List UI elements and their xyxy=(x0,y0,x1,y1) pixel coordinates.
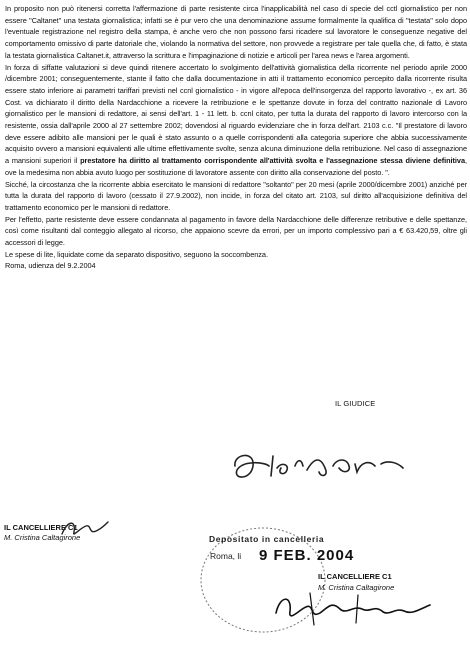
document-body xyxy=(5,3,467,272)
deposit-office: IL CANCELLIERE C1 xyxy=(318,572,392,581)
chancellor-signature xyxy=(58,516,110,540)
paragraph-1: In proposito non può ritenersi corretta l'affermazione di parte resistente circa l'inapplicabilità nel caso di specie del cctl giornalistico per non essere "Caltanet" una testata giornalistica; infatti se è pur vero che una denominazione assume formalmente la qualifica di "testata" solo dopo l'eventuale registrazione nel registro della stampa, è anche vero che non possono farsi ricadere sul lavoratore le conseguenze negative del comportamento omissivo di parte datoriale che, violando la normativa del settore, non provvede a registrare per tale quella che, di fatto, è stata la testata giornalistica Caltanet.it, attraverso la scrittura e l'impaginazione di notizie e articoli per l'area news e l'area argomenti. xyxy=(5,4,467,60)
date-line: Roma, udienza del 9.2.2004 xyxy=(5,261,96,271)
chancellor-label: IL CANCELLIERE C1 xyxy=(4,523,78,532)
deposit-label: Depositato in cancelleria xyxy=(209,534,325,544)
deposit-signature xyxy=(270,585,435,630)
paragraph-2: In forza di siffatte valutazioni si deve quindi ritenere accertato lo svolgimento dell'attività giornalistica della ricorrente nel periodo aprile 2000 /dicembre 2001; conseguentemente, stante il fatto che dalla documentazione in atti il trattamento economico percepito dalla ricorrente risulta essere stato inferiore ai parametri tariffari previsti nel ccnl giornalistico - in vigore all'epoca dell'insorgenza del rapporto lavorativo -, ex art. 36 Cost. va dichiarato il diritto della Nardacchione a ricevere la retribuzione e le spettanze dovute in forza del contratto nazionale di Lavoro giornalistico per le mansioni di redattore, ai sensi dell'art. 1 - 11 lett. b. ccnl citato, per tutta la durata del rapporto di lavoro intercorso con la resistente, ossia dall'aprile 2000 al 27 settembre 2002; dovendosi al riguardo evidenziare che in forza dell'art. 2103 c.c. "Il prestatore di lavoro deve essere adibito alle mansioni per le quali è stato assunto o a quelle corrispondenti alla categoria superiore che abbia successivamente acquisito ovvero a mansioni equivalenti alle ultime effettivamente svolte, senza alcuna diminuzione della retribuzione. Nel caso di assegnazione a mansioni superiori il prestatore ha diritto al trattamento corrispondente all'attività svolta e l'assegnazione stessa diviene definitiva, ove la medesima non abbia avuto luogo per sostituzione di lavoratore assente con diritto alla conservazione del posto. ". xyxy=(5,62,467,177)
paragraph-5: Le spese di lite, liquidate come da separato dispositivo, seguono la soccombenza. xyxy=(5,249,268,259)
deposit-name: M. Cristina Caltagirone xyxy=(318,583,395,592)
bold-phrase: prestatore ha diritto al trattamento corrispondente all'attività svolta e l'assegnazione stessa diviene definitiva xyxy=(80,156,465,166)
judge-label: IL GIUDICE xyxy=(335,399,376,408)
chancellor-name: M. Cristina Caltagirone xyxy=(4,533,81,542)
paragraph-4: Per l'effetto, parte resistente deve essere condannata al pagamento in favore della Nardacchione delle differenze retributive e delle spettanze, così come risultanti dal conteggio allegato al ricorso, che appaiono scevre da errori, per un importo complessivo pari a € 63.420,59, oltre gli accessori di legge. xyxy=(5,214,467,248)
deposit-date-stamp: 9 FEB. 2004 xyxy=(259,547,355,564)
paragraph-3: Sicché, la circostanza che la ricorrente abbia esercitato le mansioni di redattore "soltanto" per 20 mesi (aprile 2000/dicembre 2001) anziché per tutta la durata del rapporto di lavoro (cessato il 27.9.2002), non incide, in forza del citato art. 2103, sul diritto all'acquisizione definitiva del trattamento economico per le mansioni di redattore. xyxy=(5,179,467,212)
judge-signature xyxy=(225,436,415,486)
deposit-city: Roma, li xyxy=(210,551,242,561)
